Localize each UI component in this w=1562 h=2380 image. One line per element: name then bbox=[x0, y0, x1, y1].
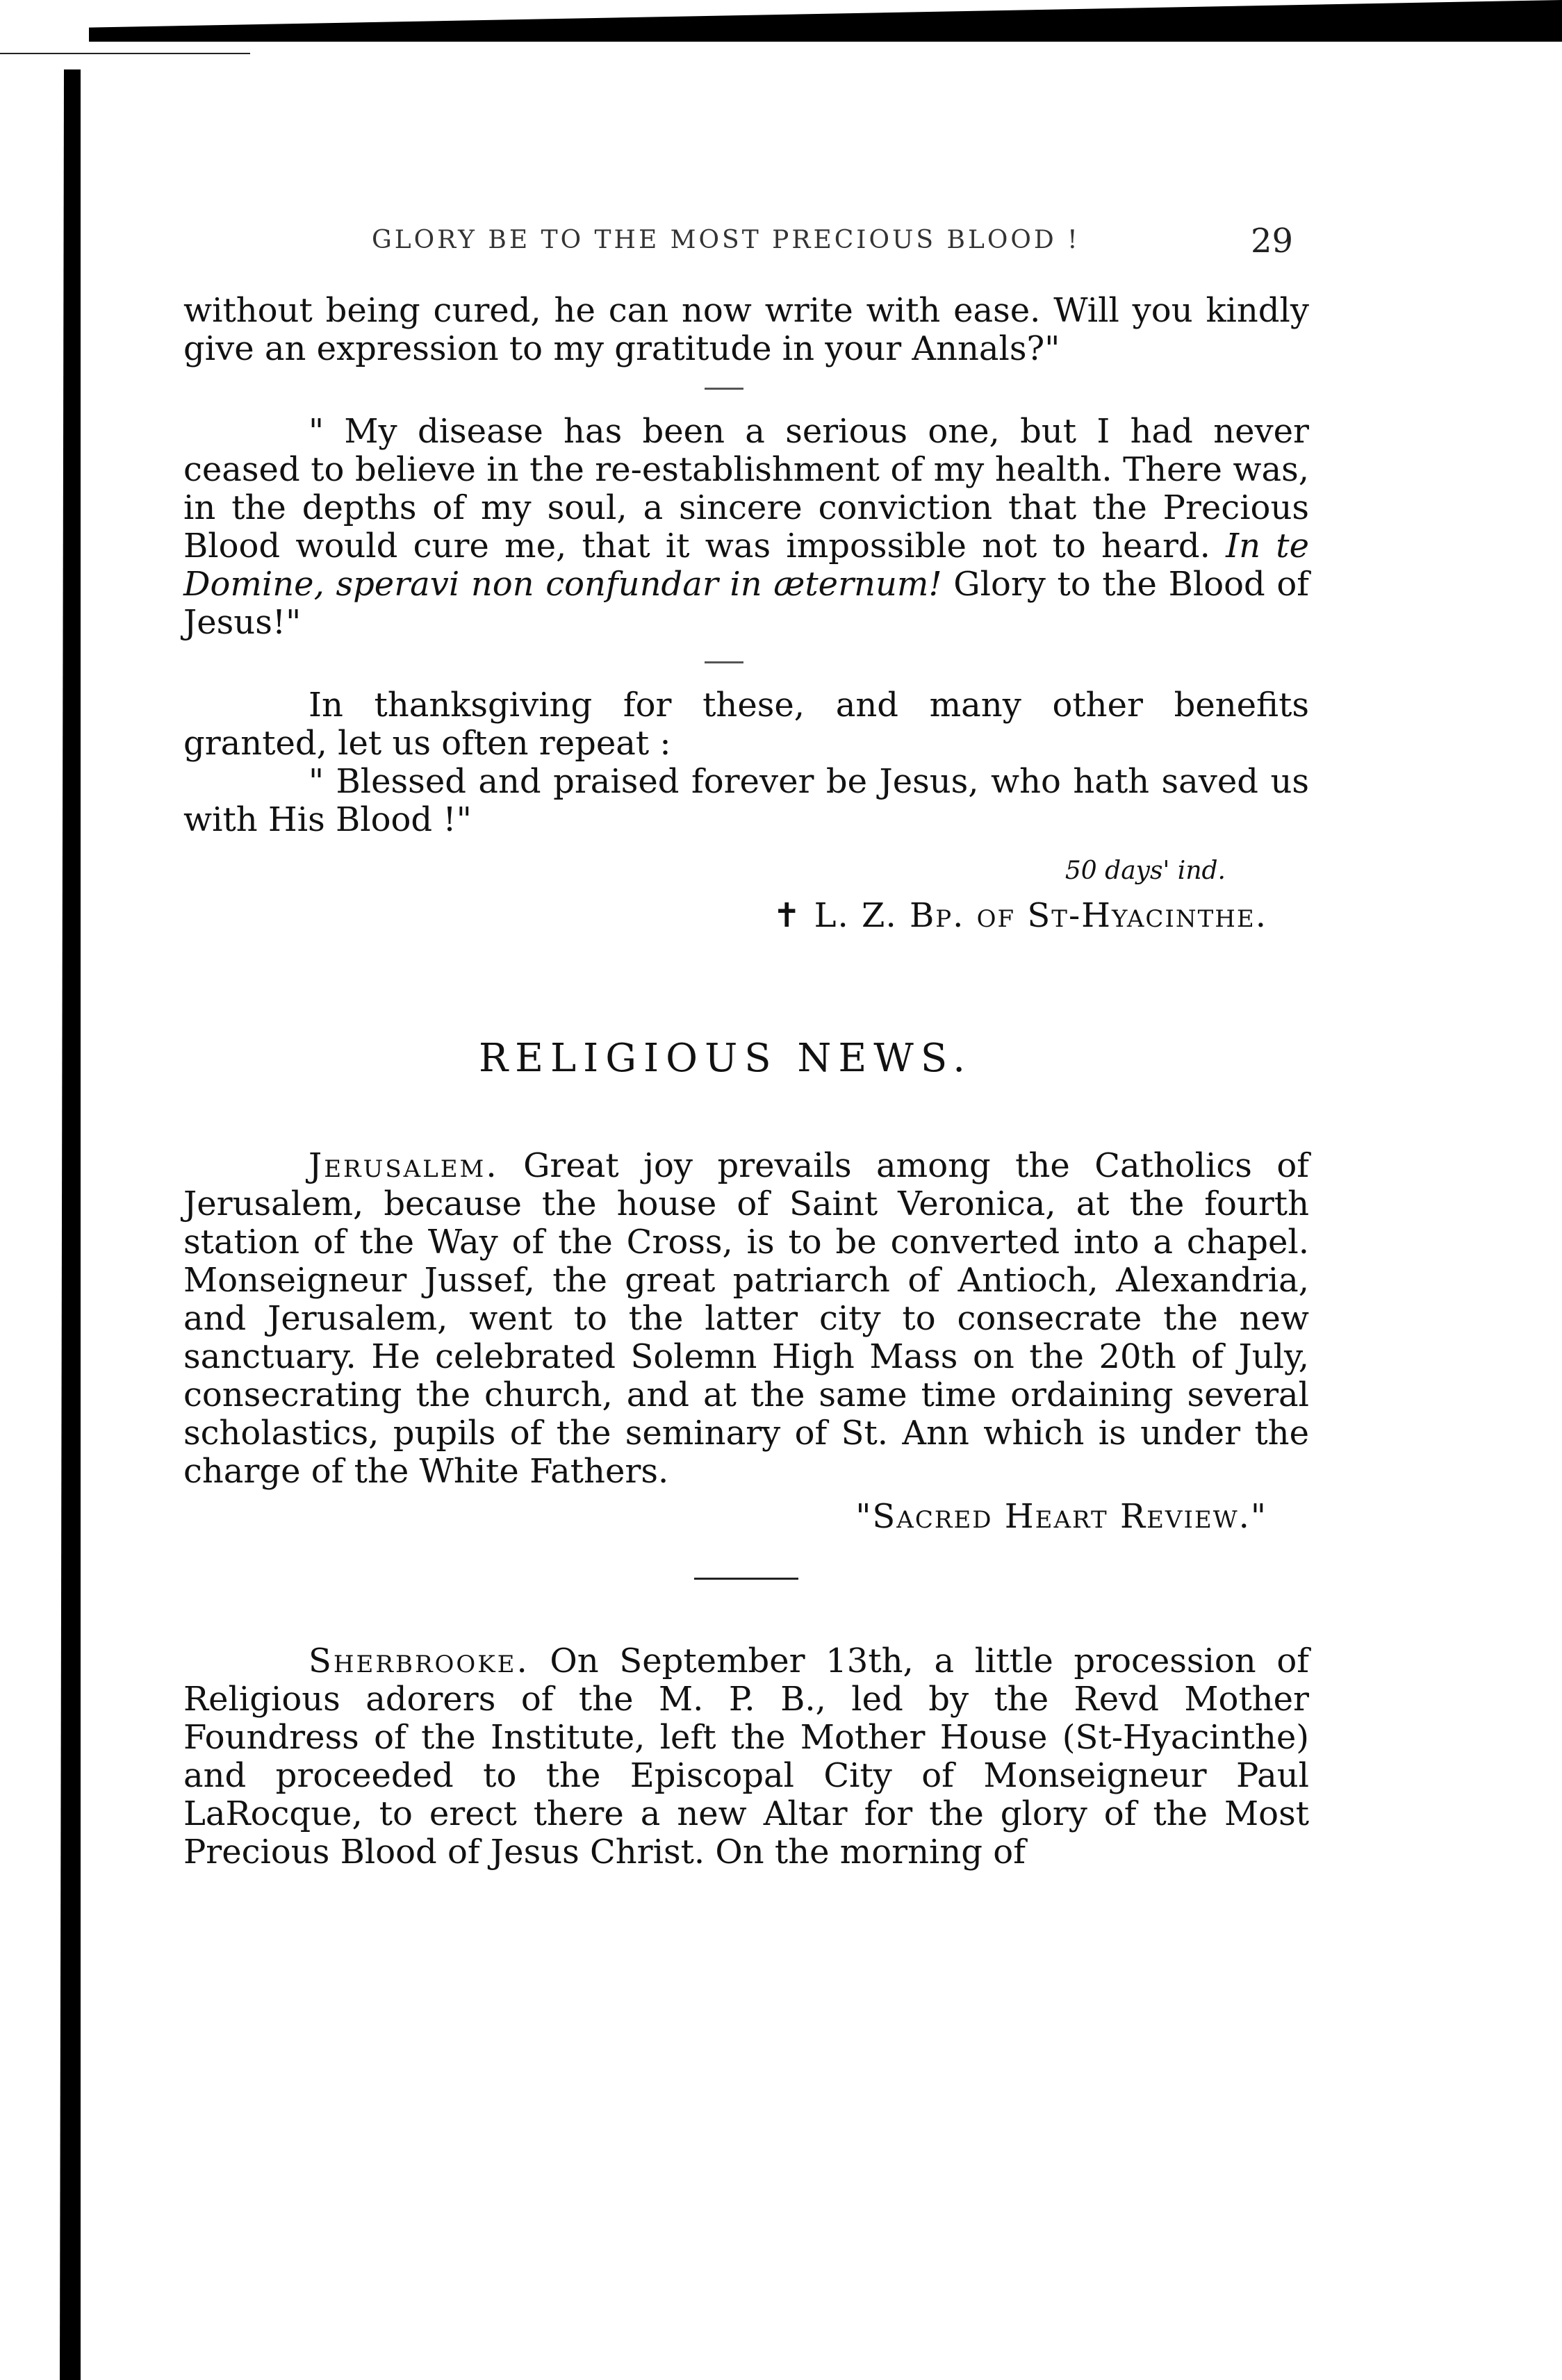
news-place: Sherbrooke. bbox=[309, 1642, 529, 1680]
thanksgiving-paragraph: In thanksgiving for these, and many other benefits granted, let us often repeat : bbox=[183, 686, 1309, 763]
latin-quote: In te Domine, speravi non confundar in æternum! bbox=[183, 527, 1310, 604]
running-title: GLORY BE TO THE MOST PRECIOUS BLOOD ! bbox=[372, 226, 1080, 254]
separator bbox=[183, 368, 1309, 413]
bishop-signature: ✝ L. Z. Bp. of St-Hyacinthe. bbox=[773, 896, 1267, 935]
news-item-sherbrooke bbox=[183, 1642, 1309, 1871]
indulgence-note: 50 days' ind. bbox=[1064, 857, 1226, 885]
page-body bbox=[183, 292, 1309, 1871]
section-rule bbox=[694, 1578, 798, 1580]
news-source: "Sacred Heart Review." bbox=[855, 1497, 1267, 1536]
section-heading: RELIGIOUS NEWS. bbox=[478, 1036, 973, 1081]
news-text: On September 13th, a little procession of Religious adorers of the M. P. B., led by the Revd Mother Foundress of the Institute, left the Mother House (St-Hyacinthe) and proceeded to the Episcopal City of Monseigneur Paul LaRocque, to erect there a new Altar for the glory of the Most Precious Blood of Jesus Christ. On the morning of bbox=[183, 1642, 1309, 1871]
news-text: Great joy prevails among the Catholics of Jerusalem, because the house of Saint Veronica, at the fourth station of the Way of the Cross, is to be converted into a chapel. Monseigneur Jussef, the great patriarch of Antioch, Alexandria, and Jerusalem, went to the latter city to consecrate the new sanctuary. He celebrated Solemn High Mass on the 20th of July, consecrating the church, and at the same time ordaining several scholastics, pupils of the seminary of St. Ann which is under the charge of the White Fathers. bbox=[183, 1146, 1309, 1491]
separator bbox=[183, 642, 1309, 686]
prayer-paragraph: " Blessed and praised forever be Jesus, who hath saved us with His Blood !" bbox=[183, 762, 1309, 839]
news-place: Jerusalem. bbox=[309, 1146, 499, 1185]
letter-text: " My disease has been a serious one, but I had never ceased to believe in the re-establishment of my health. There was, in the depths of my soul, a sincere conviction that the Precious Blood would cure me, that it was impossible not to heard. bbox=[183, 412, 1309, 565]
letter-paragraph-1: without being cured, he can now write with ease. Will you kindly give an expression to my gratitude in your Annals?" bbox=[183, 291, 1309, 368]
news-item-jerusalem bbox=[183, 1147, 1309, 1491]
page-number: 29 bbox=[1251, 222, 1294, 261]
running-head bbox=[0, 222, 1562, 267]
letter-paragraph-2 bbox=[183, 413, 1309, 642]
letter-text-end: Glory to the Blood of Jesus!" bbox=[183, 565, 1309, 642]
